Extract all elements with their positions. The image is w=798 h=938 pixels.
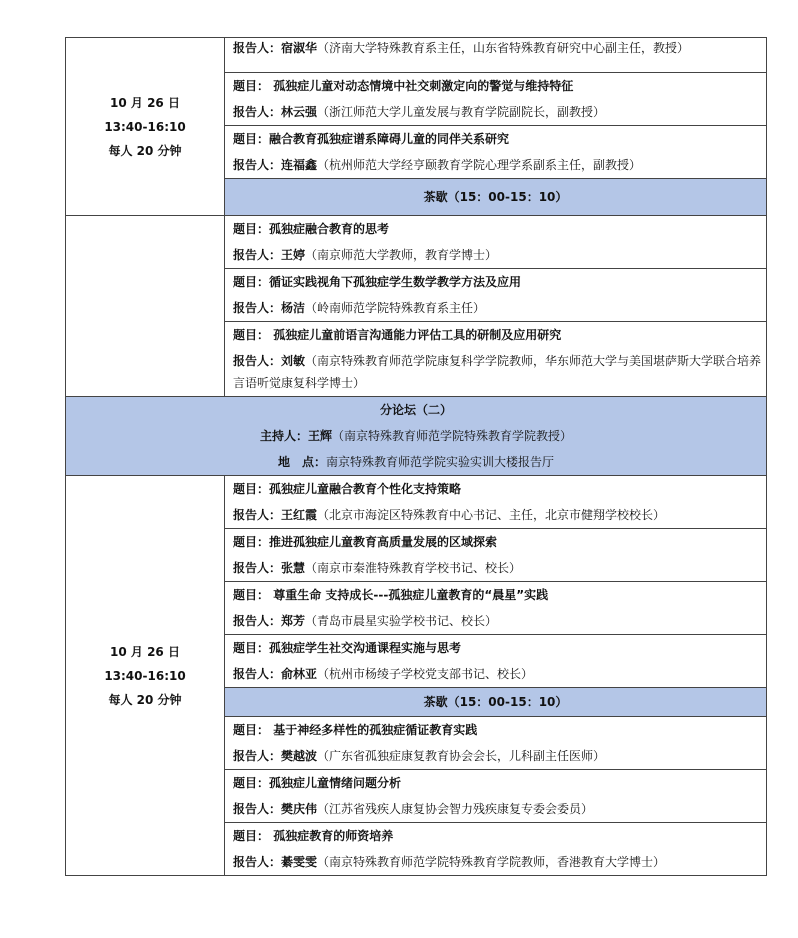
session1-date: 10 月 26 日 bbox=[110, 95, 180, 110]
reporter-line: 报告人：樊越波（广东省孤独症康复教育协会会长，儿科副主任医师） bbox=[233, 749, 606, 763]
talk-cell bbox=[225, 73, 767, 126]
session2-time-cell bbox=[66, 476, 225, 876]
speaker-name: 刘敏 bbox=[281, 354, 306, 368]
session2-range: 13:40-16:10 bbox=[104, 668, 186, 683]
talk-title: 孤独症融合教育的思考 bbox=[269, 222, 390, 236]
tea-break: 茶歇（15：00-15：10） bbox=[225, 179, 767, 216]
speaker-name: 张慧 bbox=[281, 561, 306, 575]
title-line: 题目： 孤独症儿童对动态情境中社交刺激定向的警觉与维持特征 bbox=[233, 79, 574, 93]
title-line: 题目：孤独症儿童情绪问题分析 bbox=[233, 776, 402, 790]
host-name: 王辉 bbox=[307, 429, 332, 443]
speaker-affiliation: （杭州市杨绫子学校党支部书记、校长） bbox=[317, 667, 534, 681]
session1-blank-cell bbox=[66, 216, 225, 397]
title-line: 题目： 孤独症儿童前语言沟通能力评估工具的研制及应用研究 bbox=[233, 328, 562, 342]
title-line: 题目：推进孤独症儿童教育高质量发展的区域探索 bbox=[233, 535, 498, 549]
reporter-line: 报告人：王红霞（北京市海淀区特殊教育中心书记、主任，北京市健翔学校校长） bbox=[233, 508, 666, 522]
title-line: 题目： 尊重生命 支持成长---孤独症儿童教育的“晨星”实践 bbox=[233, 588, 549, 602]
speaker-name: 宿淑华 bbox=[281, 41, 318, 55]
reporter-line: 报告人：杨洁（岭南师范学院特殊教育系主任） bbox=[233, 301, 486, 315]
reporter-line: 报告人：张慧（南京市秦淮特殊教育学校书记、校长） bbox=[233, 561, 522, 575]
speaker-name: 王红霞 bbox=[281, 508, 318, 522]
reporter-line: 报告人：宿淑华（济南大学特殊教育系主任，山东省特殊教育研究中心副主任，教授） bbox=[233, 41, 690, 55]
session2-date: 10 月 26 日 bbox=[110, 644, 180, 659]
talk-cell bbox=[225, 476, 767, 529]
reporter-line: 报告人：綦雯雯（南京特殊教育师范学院特殊教育学院教师，香港教育大学博士） bbox=[233, 855, 666, 869]
speaker-affiliation: （南京市秦淮特殊教育学校书记、校长） bbox=[305, 561, 522, 575]
speaker-name: 王婷 bbox=[281, 248, 306, 262]
session1-range: 13:40-16:10 bbox=[104, 119, 186, 134]
talk-title: 孤独症教育的师资培养 bbox=[269, 829, 394, 843]
speaker-affiliation: （杭州师范大学经亨颐教育学院心理学系副系主任，副教授） bbox=[317, 158, 642, 172]
talk-cell bbox=[225, 126, 767, 179]
talk-title: 孤独症儿童对动态情境中社交刺激定向的警觉与维持特征 bbox=[269, 79, 574, 93]
talk-cell bbox=[225, 770, 767, 823]
talk-title: 推进孤独症儿童教育高质量发展的区域探索 bbox=[269, 535, 498, 549]
talk-title: 孤独症儿童融合教育个性化支持策略 bbox=[269, 482, 462, 496]
title-line: 题目： 孤独症教育的师资培养 bbox=[233, 829, 394, 843]
forum2-title: 分论坛（二） bbox=[379, 403, 452, 417]
talk-cell bbox=[225, 582, 767, 635]
speaker-affiliation: （南京师范大学教师，教育学博士） bbox=[305, 248, 498, 262]
host-affiliation: （南京特殊教育师范学院特殊教育学院教授） bbox=[332, 429, 573, 443]
reporter-line: 报告人：俞林亚（杭州市杨绫子学校党支部书记、校长） bbox=[233, 667, 534, 681]
forum2-header bbox=[66, 397, 767, 476]
venue-name: 南京特殊教育师范学院实验实训大楼报告厅 bbox=[326, 455, 555, 469]
reporter-line: 报告人：刘敏（南京特殊教育师范学院康复科学学院教师，华东师范大学与美国堪萨斯大学联合培养言语听觉康复科学博士） bbox=[233, 354, 762, 390]
talk-cell bbox=[225, 216, 767, 269]
talk-cell bbox=[225, 269, 767, 322]
talk-title: 孤独症儿童情绪问题分析 bbox=[269, 776, 402, 790]
forum2-venue: 地 点：南京特殊教育师范学院实验实训大楼报告厅 bbox=[277, 455, 555, 469]
talk-title: 基于神经多样性的孤独症循证教育实践 bbox=[269, 723, 478, 737]
schedule-table bbox=[65, 37, 767, 876]
talk-cell bbox=[225, 717, 767, 770]
title-line: 题目：孤独症融合教育的思考 bbox=[233, 222, 390, 236]
title-line: 题目：孤独症儿童融合教育个性化支持策略 bbox=[233, 482, 462, 496]
session1-time-cell bbox=[66, 38, 225, 216]
reporter-line: 报告人：郑芳（青岛市晨星实验学校书记、校长） bbox=[233, 614, 498, 628]
talk-title: 孤独症儿童前语言沟通能力评估工具的研制及应用研究 bbox=[269, 328, 562, 342]
title-line: 题目： 基于神经多样性的孤独症循证教育实践 bbox=[233, 723, 478, 737]
session2-each: 每人 20 分钟 bbox=[108, 692, 182, 707]
talk-cell bbox=[225, 823, 767, 876]
reporter-line: 报告人：连福鑫（杭州师范大学经亨颐教育学院心理学系副系主任，副教授） bbox=[233, 158, 642, 172]
talk-title: 孤独症学生社交沟通课程实施与思考 bbox=[269, 641, 462, 655]
speaker-affiliation: （浙江师范大学儿童发展与教育学院副院长，副教授） bbox=[317, 105, 606, 119]
talk-title: 融合教育孤独症谱系障碍儿童的同伴关系研究 bbox=[269, 132, 510, 146]
speaker-affiliation: （青岛市晨星实验学校书记、校长） bbox=[305, 614, 498, 628]
speaker-name: 林云强 bbox=[281, 105, 318, 119]
speaker-name: 俞林亚 bbox=[281, 667, 318, 681]
speaker-name: 綦雯雯 bbox=[281, 855, 318, 869]
tea-break: 茶歇（15：00-15：10） bbox=[225, 688, 767, 717]
talk-title: 循证实践视角下孤独症学生数学教学方法及应用 bbox=[269, 275, 522, 289]
talk-cell bbox=[225, 322, 767, 397]
speaker-name: 连福鑫 bbox=[281, 158, 318, 172]
talk-cell bbox=[225, 38, 767, 73]
speaker-affiliation: （广东省孤独症康复教育协会会长，儿科副主任医师） bbox=[317, 749, 606, 763]
speaker-affiliation: （南京特殊教育师范学院特殊教育学院教师，香港教育大学博士） bbox=[317, 855, 666, 869]
reporter-line: 报告人：樊庆伟（江苏省残疾人康复协会智力残疾康复专委会委员） bbox=[233, 802, 594, 816]
speaker-affiliation: （江苏省残疾人康复协会智力残疾康复专委会委员） bbox=[317, 802, 594, 816]
talk-cell bbox=[225, 529, 767, 582]
speaker-name: 郑芳 bbox=[281, 614, 306, 628]
talk-cell bbox=[225, 635, 767, 688]
reporter-line: 报告人：林云强（浙江师范大学儿童发展与教育学院副院长，副教授） bbox=[233, 105, 606, 119]
title-line: 题目：循证实践视角下孤独症学生数学教学方法及应用 bbox=[233, 275, 522, 289]
speaker-name: 樊庆伟 bbox=[281, 802, 318, 816]
speaker-name: 樊越波 bbox=[281, 749, 318, 763]
session1-each: 每人 20 分钟 bbox=[108, 143, 182, 158]
talk-title: 尊重生命 支持成长---孤独症儿童教育的“晨星”实践 bbox=[269, 588, 549, 602]
reporter-line: 报告人：王婷（南京师范大学教师，教育学博士） bbox=[233, 248, 498, 262]
title-line: 题目：融合教育孤独症谱系障碍儿童的同伴关系研究 bbox=[233, 132, 510, 146]
speaker-affiliation: （南京特殊教育师范学院康复科学学院教师，华东师范大学与美国堪萨斯大学联合培养言语听觉康复科学博士） bbox=[233, 354, 762, 390]
forum2-host: 主持人：王辉（南京特殊教育师范学院特殊教育学院教授） bbox=[259, 429, 573, 443]
speaker-name: 杨洁 bbox=[281, 301, 306, 315]
speaker-affiliation: （北京市海淀区特殊教育中心书记、主任，北京市健翔学校校长） bbox=[317, 508, 666, 522]
speaker-affiliation: （岭南师范学院特殊教育系主任） bbox=[305, 301, 486, 315]
title-line: 题目：孤独症学生社交沟通课程实施与思考 bbox=[233, 641, 462, 655]
speaker-affiliation: （济南大学特殊教育系主任，山东省特殊教育研究中心副主任，教授） bbox=[317, 41, 690, 55]
